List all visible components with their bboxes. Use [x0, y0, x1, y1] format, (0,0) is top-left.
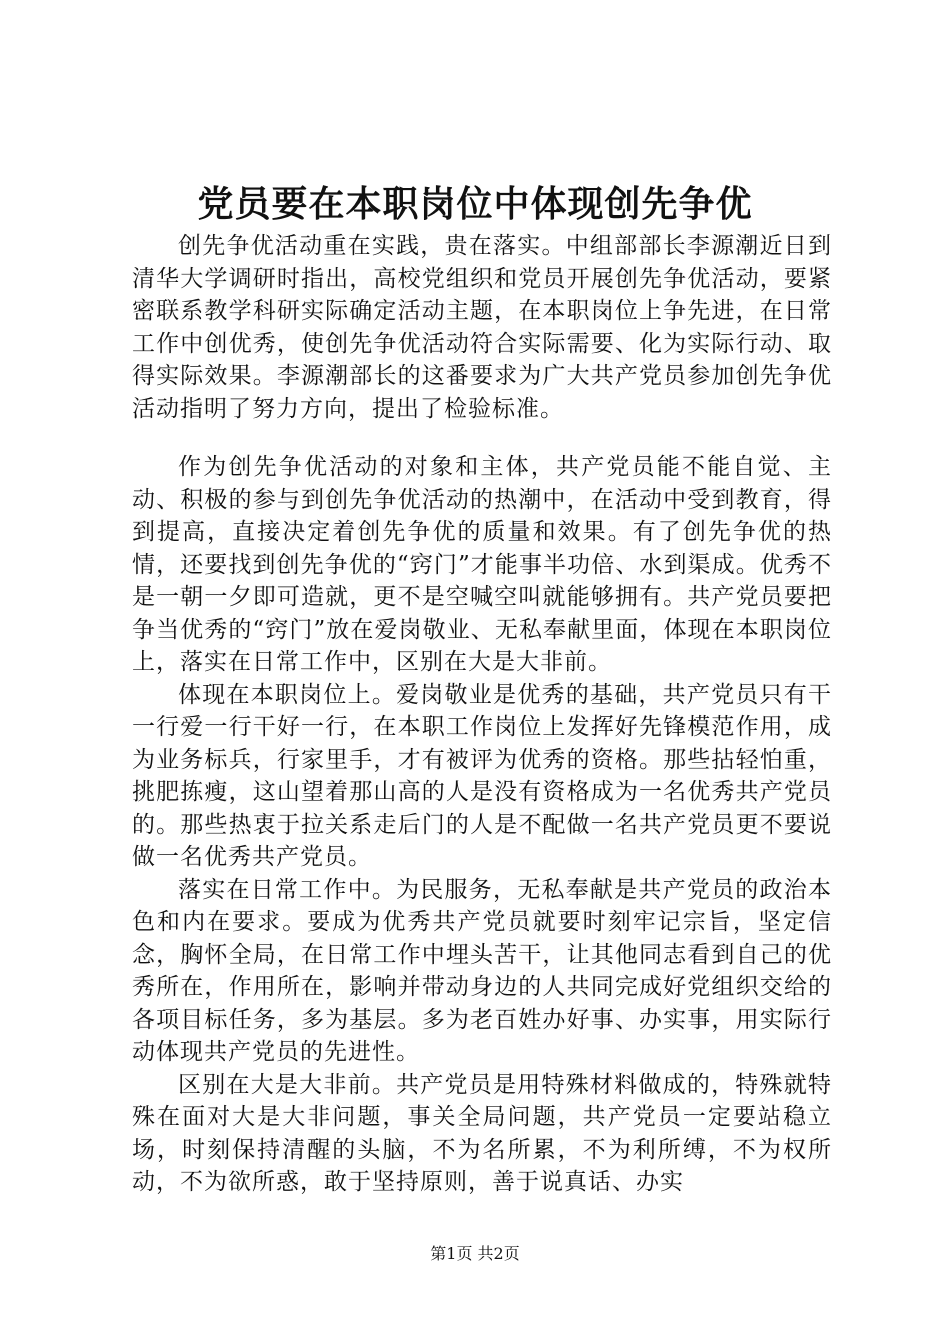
paragraph-job-post: 体现在本职岗位上。爱岗敬业是优秀的基础，共产党员只有干一行爱一行干好一行，在本职工作岗位上发挥好先锋模范作用，成为业务标兵，行家里手，才有被评为优秀的资格。那些拈轻怕重，挑肥拣瘦，这山望着那山高的人是没有资格成为一名优秀共产党员的。那些热衷于拉关系走后门的人是不配做一名共产党员更不要说做一名优秀共产党员。	[132, 681, 832, 870]
document-title: 党员要在本职岗位中体现创先争优	[197, 183, 753, 225]
paragraph-daily-work: 落实在日常工作中。为民服务，无私奉献是共产党员的政治本色和内在要求。要成为优秀共产党员就要时刻牢记宗旨，坚定信念，胸怀全局，在日常工作中埋头苦干，让其他同志看到自己的优秀所在，作用所在，影响并带动身边的人共同完成好党组织交给的各项目标任务，多为基层。多为老百姓办好事、办实事，用实际行动体现共产党员的先进性。	[132, 876, 832, 1065]
paragraph-major-issues: 区别在大是大非前。共产党员是用特殊材料做成的，特殊就特殊在面对大是大非问题，事关全局问题，共产党员一定要站稳立场，时刻保持清醒的头脑，不为名所累，不为利所缚，不为权所动，不为欲所惑，敢于坚持原则，善于说真话、办实	[132, 1071, 832, 1195]
paragraph-intro: 创先争优活动重在实践，贵在落实。中组部部长李源潮近日到清华大学调研时指出，高校党组织和党员开展创先争优活动，要紧密联系教学科研实际确定活动主题，在本职岗位上争先进，在日常工作中创优秀，使创先争优活动符合实际需要、化为实际行动、取得实际效果。李源潮部长的这番要求为广大共产党员参加创先争优活动指明了努力方向，提出了检验标准。	[132, 233, 832, 422]
page-number-footer: 第1页 共2页	[430, 1244, 520, 1263]
document-body	[132, 230, 832, 1199]
paragraph-main-point: 作为创先争优活动的对象和主体，共产党员能不能自觉、主动、积极的参与到创先争优活动的热潮中，在活动中受到教育，得到提高，直接决定着创先争优的质量和效果。有了创先争优的热情，还要找到创先争优的“窍门”才能事半功倍、水到渠成。优秀不是一朝一夕即可造就，更不是空喊空叫就能够拥有。共产党员要把争当优秀的“窍门”放在爱岗敬业、无私奉献里面，体现在本职岗位上，落实在日常工作中，区别在大是大非前。	[132, 454, 832, 675]
